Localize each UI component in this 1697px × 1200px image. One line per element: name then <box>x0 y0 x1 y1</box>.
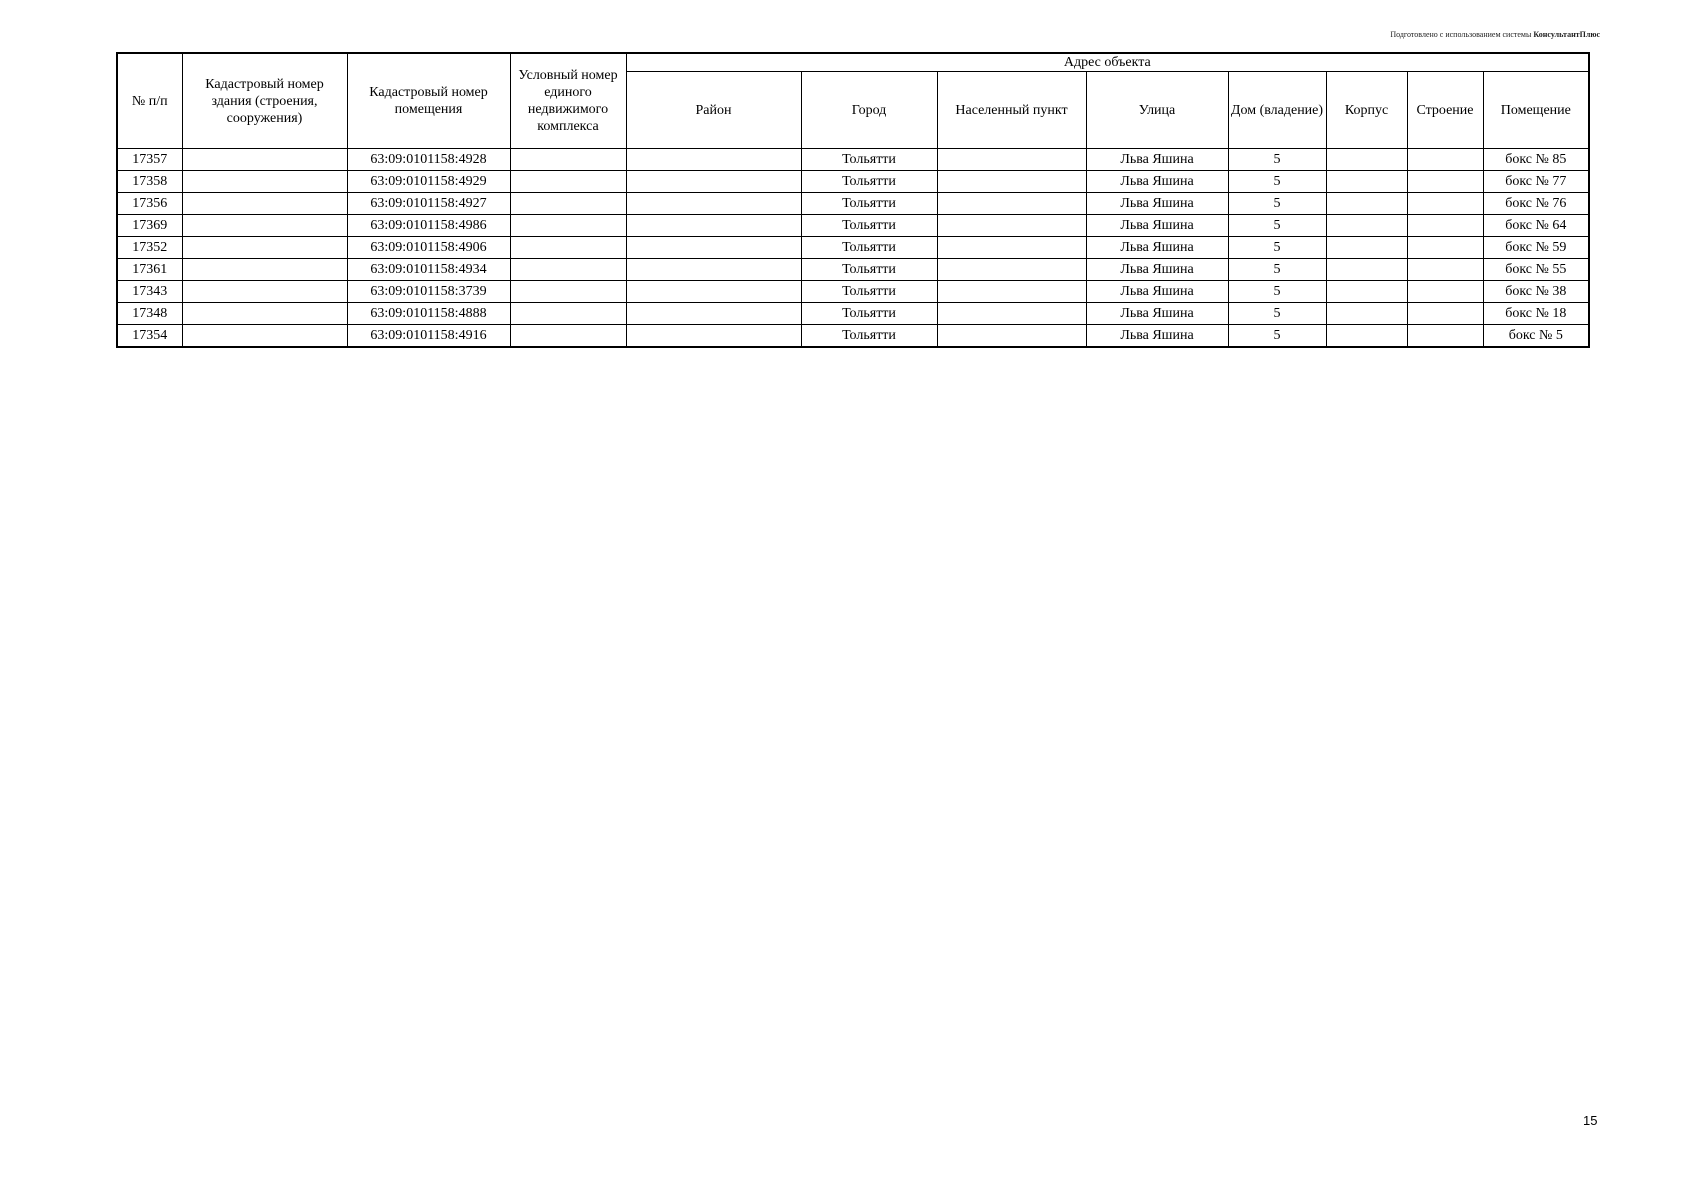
cell-premises: 63:09:0101158:4906 <box>347 237 510 259</box>
cell-district <box>626 149 801 171</box>
table-row <box>117 215 1589 237</box>
cell-complex <box>510 281 626 303</box>
cell-premises: 63:09:0101158:4928 <box>347 149 510 171</box>
header-note <box>1390 30 1600 39</box>
cell-num: 17369 <box>117 215 182 237</box>
col-header-settlement: Населенный пункт <box>937 72 1086 149</box>
cell-district <box>626 193 801 215</box>
cell-complex <box>510 171 626 193</box>
cell-room: бокс № 18 <box>1483 303 1589 325</box>
cell-building <box>182 325 347 348</box>
cell-complex <box>510 237 626 259</box>
cell-num: 17357 <box>117 149 182 171</box>
col-header-address-group: Адрес объекта <box>626 53 1589 72</box>
cell-city: Тольятти <box>801 325 937 348</box>
cell-city: Тольятти <box>801 237 937 259</box>
cell-house: 5 <box>1228 171 1326 193</box>
cell-house: 5 <box>1228 303 1326 325</box>
cell-complex <box>510 193 626 215</box>
cell-structure <box>1407 215 1483 237</box>
registry-table <box>116 52 1590 348</box>
cell-district <box>626 171 801 193</box>
cell-room: бокс № 64 <box>1483 215 1589 237</box>
cell-city: Тольятти <box>801 215 937 237</box>
cell-building <box>182 259 347 281</box>
cell-room: бокс № 55 <box>1483 259 1589 281</box>
cell-premises: 63:09:0101158:4929 <box>347 171 510 193</box>
cell-house: 5 <box>1228 149 1326 171</box>
cell-structure <box>1407 193 1483 215</box>
table-row <box>117 193 1589 215</box>
cell-num: 17343 <box>117 281 182 303</box>
col-header-district: Район <box>626 72 801 149</box>
table-row <box>117 171 1589 193</box>
cell-street: Льва Яшина <box>1086 281 1228 303</box>
cell-street: Льва Яшина <box>1086 215 1228 237</box>
cell-room: бокс № 38 <box>1483 281 1589 303</box>
cell-city: Тольятти <box>801 259 937 281</box>
cell-building <box>182 303 347 325</box>
table-row <box>117 303 1589 325</box>
cell-complex <box>510 303 626 325</box>
cell-premises: 63:09:0101158:4927 <box>347 193 510 215</box>
table-row <box>117 237 1589 259</box>
cell-district <box>626 281 801 303</box>
cell-building <box>182 281 347 303</box>
cell-structure <box>1407 281 1483 303</box>
table-row <box>117 149 1589 171</box>
cell-structure <box>1407 325 1483 348</box>
cell-street: Льва Яшина <box>1086 237 1228 259</box>
cell-block <box>1326 259 1407 281</box>
cell-building <box>182 237 347 259</box>
cell-district <box>626 215 801 237</box>
cell-settlement <box>937 193 1086 215</box>
cell-structure <box>1407 149 1483 171</box>
header-note-prefix: Подготовлено с использованием системы <box>1390 30 1532 39</box>
cell-num: 17352 <box>117 237 182 259</box>
cell-house: 5 <box>1228 237 1326 259</box>
cell-settlement <box>937 325 1086 348</box>
cell-room: бокс № 59 <box>1483 237 1589 259</box>
cell-settlement <box>937 259 1086 281</box>
cell-house: 5 <box>1228 193 1326 215</box>
cell-settlement <box>937 149 1086 171</box>
cell-district <box>626 237 801 259</box>
cell-block <box>1326 237 1407 259</box>
cell-block <box>1326 171 1407 193</box>
col-header-house: Дом (владение) <box>1228 72 1326 149</box>
cell-street: Льва Яшина <box>1086 171 1228 193</box>
cell-district <box>626 259 801 281</box>
cell-num: 17354 <box>117 325 182 348</box>
col-header-complex: Условный номер единого недвижимого комплекса <box>510 53 626 149</box>
cell-premises: 63:09:0101158:3739 <box>347 281 510 303</box>
table-body <box>117 149 1589 348</box>
cell-street: Льва Яшина <box>1086 259 1228 281</box>
cell-city: Тольятти <box>801 281 937 303</box>
cell-house: 5 <box>1228 325 1326 348</box>
cell-settlement <box>937 303 1086 325</box>
cell-premises: 63:09:0101158:4934 <box>347 259 510 281</box>
cell-building <box>182 149 347 171</box>
cell-block <box>1326 193 1407 215</box>
cell-district <box>626 325 801 348</box>
cell-premises: 63:09:0101158:4986 <box>347 215 510 237</box>
cell-complex <box>510 325 626 348</box>
header-note-brand: КонсультантПлюс <box>1533 30 1600 39</box>
cell-num: 17361 <box>117 259 182 281</box>
table-row <box>117 281 1589 303</box>
table-row <box>117 325 1589 348</box>
cell-settlement <box>937 281 1086 303</box>
cell-num: 17348 <box>117 303 182 325</box>
cell-settlement <box>937 215 1086 237</box>
cell-room: бокс № 76 <box>1483 193 1589 215</box>
cell-num: 17358 <box>117 171 182 193</box>
cell-block <box>1326 215 1407 237</box>
cell-building <box>182 171 347 193</box>
col-header-building: Кадастровый номер здания (строения, сооружения) <box>182 53 347 149</box>
cell-complex <box>510 259 626 281</box>
cell-building <box>182 193 347 215</box>
cell-street: Льва Яшина <box>1086 193 1228 215</box>
cell-city: Тольятти <box>801 303 937 325</box>
col-header-city: Город <box>801 72 937 149</box>
cell-city: Тольятти <box>801 149 937 171</box>
cell-structure <box>1407 303 1483 325</box>
cell-house: 5 <box>1228 281 1326 303</box>
cell-block <box>1326 303 1407 325</box>
cell-block <box>1326 281 1407 303</box>
cell-building <box>182 215 347 237</box>
cell-city: Тольятти <box>801 171 937 193</box>
cell-complex <box>510 215 626 237</box>
cell-room: бокс № 77 <box>1483 171 1589 193</box>
col-header-structure: Строение <box>1407 72 1483 149</box>
cell-street: Льва Яшина <box>1086 149 1228 171</box>
cell-house: 5 <box>1228 215 1326 237</box>
cell-num: 17356 <box>117 193 182 215</box>
col-header-premises: Кадастровый номер помещения <box>347 53 510 149</box>
table-row <box>117 259 1589 281</box>
cell-complex <box>510 149 626 171</box>
cell-structure <box>1407 259 1483 281</box>
cell-street: Льва Яшина <box>1086 325 1228 348</box>
cell-structure <box>1407 171 1483 193</box>
page-number: 15 <box>1583 1113 1598 1128</box>
col-header-room: Помещение <box>1483 72 1589 149</box>
col-header-num: № п/п <box>117 53 182 149</box>
cell-room: бокс № 5 <box>1483 325 1589 348</box>
cell-block <box>1326 149 1407 171</box>
cell-premises: 63:09:0101158:4916 <box>347 325 510 348</box>
cell-settlement <box>937 171 1086 193</box>
cell-district <box>626 303 801 325</box>
col-header-street: Улица <box>1086 72 1228 149</box>
col-header-block: Корпус <box>1326 72 1407 149</box>
cell-city: Тольятти <box>801 193 937 215</box>
cell-block <box>1326 325 1407 348</box>
cell-settlement <box>937 237 1086 259</box>
cell-house: 5 <box>1228 259 1326 281</box>
cell-premises: 63:09:0101158:4888 <box>347 303 510 325</box>
cell-structure <box>1407 237 1483 259</box>
cell-street: Льва Яшина <box>1086 303 1228 325</box>
cell-room: бокс № 85 <box>1483 149 1589 171</box>
